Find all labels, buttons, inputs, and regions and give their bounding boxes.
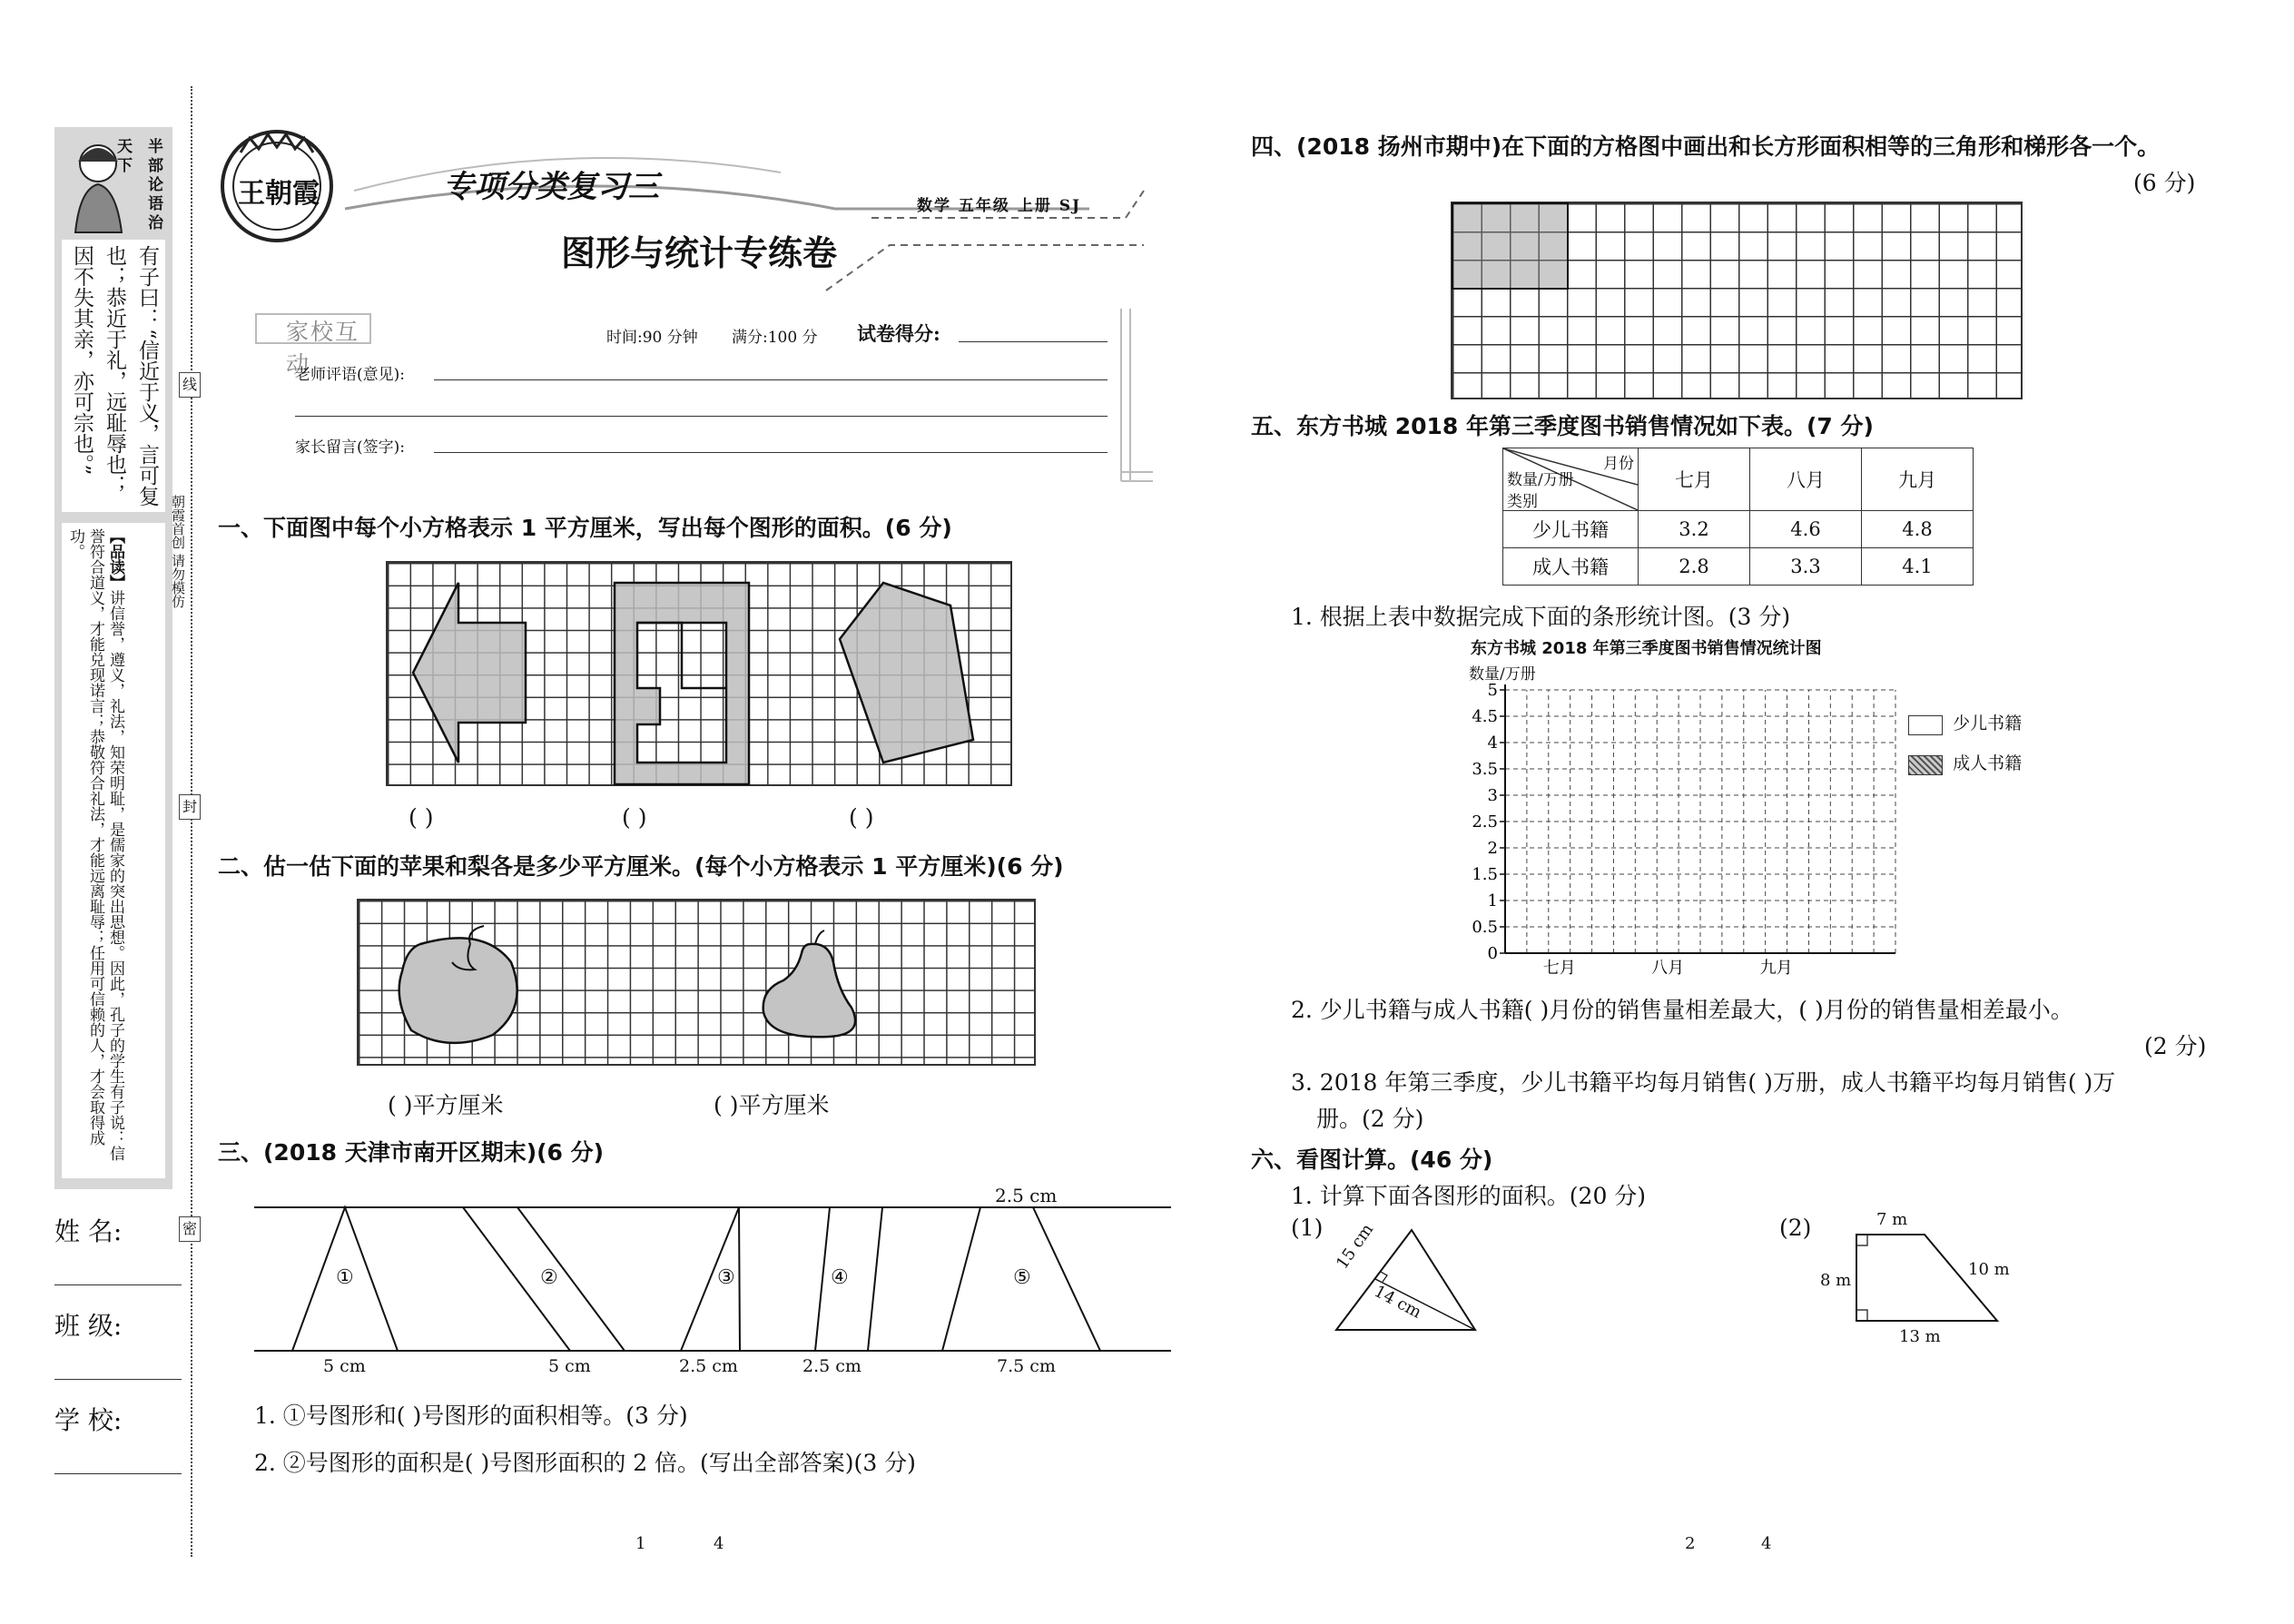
legend-label-children: 少儿书籍 [1953, 714, 2023, 733]
q5-sub3-cont: 册。(2 分) [1316, 1106, 1424, 1132]
legend-swatch-children [1908, 715, 1943, 735]
table-cell: 4.6 [1750, 511, 1862, 548]
corner-category: 类别 [1507, 493, 1538, 511]
table-cell: 4.8 [1862, 511, 1974, 548]
table-corner-cell [1503, 448, 1639, 511]
fig2-top-label: 7 m [1876, 1210, 1908, 1229]
apple-shape [399, 938, 517, 1043]
score-label: 试卷得分: [857, 322, 940, 345]
q1-pentagon-shape [840, 583, 973, 763]
month-header: 八月 [1750, 448, 1862, 511]
shape-label-4: ④ [831, 1266, 849, 1289]
reading-box [62, 523, 165, 1178]
q6-sub1: 1. 计算下面各图形的面积。(20 分) [1291, 1183, 1647, 1209]
corner-quantity: 数量/万册 [1507, 471, 1574, 489]
shape-label-2: ② [540, 1266, 558, 1289]
q4-points: (6 分) [2133, 170, 2196, 196]
table-cell: 3.2 [1639, 511, 1750, 548]
q1-blank-2[interactable]: ( ) [622, 804, 647, 831]
page-title: 图形与统计专练卷 [561, 232, 838, 273]
shape-label-1: ① [336, 1266, 354, 1289]
q3-shapes [254, 1203, 1171, 1353]
shape-label-3: ③ [717, 1266, 735, 1289]
parent-comment-label: 家长留言(签字): [295, 438, 405, 457]
y-tick-label: 3 [1487, 786, 1498, 805]
q3-top-label: 2.5 cm [995, 1185, 1058, 1206]
school-label: 学 校: [54, 1405, 123, 1435]
chart-title: 东方书城 2018 年第三季度图书销售情况统计图 [1471, 639, 1822, 658]
bottom-label-4: 2.5 cm [802, 1356, 861, 1376]
y-tick-label: 4 [1487, 733, 1498, 753]
table-cell: 4.1 [1862, 548, 1974, 586]
month-header: 九月 [1862, 448, 1974, 511]
q4-title: 四、(2018 扬州市期中)在下面的方格图中画出和长方形面积相等的三角形和梯形各一个。 [1251, 133, 2161, 160]
blank-bar-chart[interactable] [1460, 676, 1905, 976]
reading-label: 【品读】 [106, 528, 124, 590]
pear-shape [763, 944, 855, 1037]
fig1-height-label: 14 cm [1371, 1282, 1425, 1323]
cut-line [191, 86, 192, 1557]
table-cell: 2.8 [1639, 548, 1750, 586]
teacher-comment-label: 老师评语(意见): [295, 366, 405, 384]
quote-text: 有子曰：“信近于义，言可复也；恭近于礼，远耻辱也；因不失其亲，亦可宗也。” [70, 245, 159, 507]
q5-sub1: 1. 根据上表中数据完成下面的条形统计图。(3 分) [1291, 604, 1791, 630]
y-tick-label: 1 [1487, 891, 1498, 910]
q1-arrow-shape [413, 583, 526, 763]
y-tick-label: 4.5 [1472, 707, 1498, 726]
q3-sub2: 2. ②号图形的面积是( )号图形面积的 2 倍。(写出全部答案)(3 分) [254, 1450, 916, 1476]
margin-mark-line: 线 [179, 372, 201, 398]
class-field[interactable] [54, 1379, 182, 1380]
y-tick-label: 2 [1487, 839, 1498, 858]
q4-rectangle [1452, 202, 1569, 290]
name-label: 姓 名: [54, 1216, 123, 1246]
page-number-right: 2 [1685, 1534, 1696, 1553]
y-tick-label: 2.5 [1472, 812, 1498, 832]
q2-title: 二、估一估下面的苹果和梨各是多少平方厘米。(每个小方格表示 1 平方厘米)(6 分) [218, 853, 1064, 880]
q5-sub2: 2. 少儿书籍与成人书籍( )月份的销售量相差最大，( )月份的销售量相差最小。 [1291, 997, 2073, 1023]
x-tick-label: 九月 [1759, 959, 1793, 976]
fig2-bottom-label: 13 m [1899, 1327, 1941, 1346]
bottom-label-2: 5 cm [548, 1356, 591, 1376]
y-tick-label: 0.5 [1472, 918, 1498, 937]
page-total-right: 4 [1761, 1534, 1772, 1553]
q5-sub2-points: (2 分) [2144, 1033, 2207, 1059]
margin-mark-secret: 密 [179, 1216, 201, 1242]
bottom-label-5: 7.5 cm [997, 1356, 1056, 1376]
month-header: 七月 [1639, 448, 1750, 511]
score-field[interactable] [959, 341, 1108, 342]
y-tick-label: 5 [1487, 681, 1498, 700]
y-tick-label: 3.5 [1472, 760, 1498, 779]
legend-swatch-adult [1908, 755, 1943, 775]
y-tick-label: 1.5 [1472, 865, 1498, 884]
logo-text: 王朝霞 [238, 178, 320, 210]
fig1-label: (1) [1291, 1215, 1324, 1241]
student-info [54, 1212, 182, 1495]
q6-title: 六、看图计算。(46 分) [1251, 1147, 1493, 1173]
name-field[interactable] [54, 1284, 182, 1285]
teacher-comment-field[interactable] [434, 379, 1108, 380]
quote-box [62, 240, 165, 512]
page-number-left: 1 [635, 1534, 646, 1553]
shape-label-5: ⑤ [1013, 1266, 1031, 1289]
bracket-decoration [1112, 300, 1157, 490]
fig2-label: (2) [1779, 1215, 1812, 1241]
margin-mark-seal: 封 [179, 794, 201, 820]
legend-label-adult: 成人书籍 [1953, 753, 2023, 773]
table-row [1503, 548, 1974, 586]
parent-comment-field[interactable] [434, 452, 1108, 453]
table-cell: 3.3 [1750, 548, 1862, 586]
q1-shapes [386, 561, 1012, 786]
q3-title: 三、(2018 天津市南开区期末)(6 分) [218, 1139, 605, 1166]
fig2-trapezoid [1852, 1230, 2006, 1330]
page-total-left: 4 [714, 1534, 724, 1553]
subject-tags: 数学 五年级 上册 SJ [917, 197, 1082, 215]
teacher-comment-field-2[interactable] [295, 416, 1108, 417]
motto-title: 半部论语治天下 [113, 138, 162, 233]
fig2-left-label: 8 m [1820, 1271, 1852, 1290]
class-label: 班 级: [54, 1311, 123, 1341]
home-school-badge [254, 309, 372, 378]
q1-title: 一、下面图中每个小方格表示 1 平方厘米，写出每个图形的面积。(6 分) [218, 515, 952, 541]
school-field[interactable] [54, 1473, 182, 1474]
q5-title: 五、东方书城 2018 年第三季度图书销售情况如下表。(7 分) [1251, 413, 1874, 439]
fig1-side-label: 15 cm [1333, 1220, 1378, 1274]
corner-month: 月份 [1603, 455, 1634, 473]
bottom-label-1: 5 cm [323, 1356, 366, 1376]
reading-text: 讲信誉，遵义，礼法，知荣明耻，是儒家的突出思想。因此，孔子的学生有子说：信誉符合道义，才能兑现诺言；恭敬符合礼法，才能远离耻辱；任用可信赖的人，才会取得成功。 [66, 528, 124, 1161]
q1-blank-1[interactable]: ( ) [409, 804, 434, 831]
q2-apple-blank[interactable]: ( )平方厘米 [388, 1092, 504, 1118]
exam-time: 时间:90 分钟 [606, 329, 698, 347]
q5-sub3: 3. 2018 年第三季度，少儿书籍平均每月销售( )万册，成人书籍平均每月销售( )万 [1291, 1069, 2116, 1096]
q2-shapes [357, 899, 1036, 1066]
full-score: 满分:100 分 [732, 329, 818, 347]
legend-item-children [1908, 710, 2022, 735]
copyright-note: 朝霞首创 请勿模仿 [170, 495, 186, 608]
row-label: 成人书籍 [1503, 548, 1639, 586]
home-school-label: 家校互动 [286, 319, 360, 378]
x-tick-label: 八月 [1651, 959, 1685, 976]
row-label: 少儿书籍 [1503, 511, 1639, 548]
q2-pear-blank[interactable]: ( )平方厘米 [714, 1092, 830, 1118]
legend-item-adult [1908, 750, 2022, 775]
y-tick-label: 0 [1487, 944, 1498, 963]
q3-sub1: 1. ①号图形和( )号图形的面积相等。(3 分) [254, 1403, 688, 1429]
fig2-slant-label: 10 m [1968, 1260, 2010, 1279]
table-row [1503, 511, 1974, 548]
sidebar-quote-panel [54, 127, 172, 1189]
series-title: 专项分类复习三 [443, 169, 659, 205]
sales-table [1502, 448, 1974, 586]
y-axis-unit: 数量/万册 [1469, 665, 1536, 684]
bottom-label-3: 2.5 cm [679, 1356, 738, 1376]
q1-blank-3[interactable]: ( ) [849, 804, 874, 831]
x-tick-label: 七月 [1542, 959, 1576, 976]
